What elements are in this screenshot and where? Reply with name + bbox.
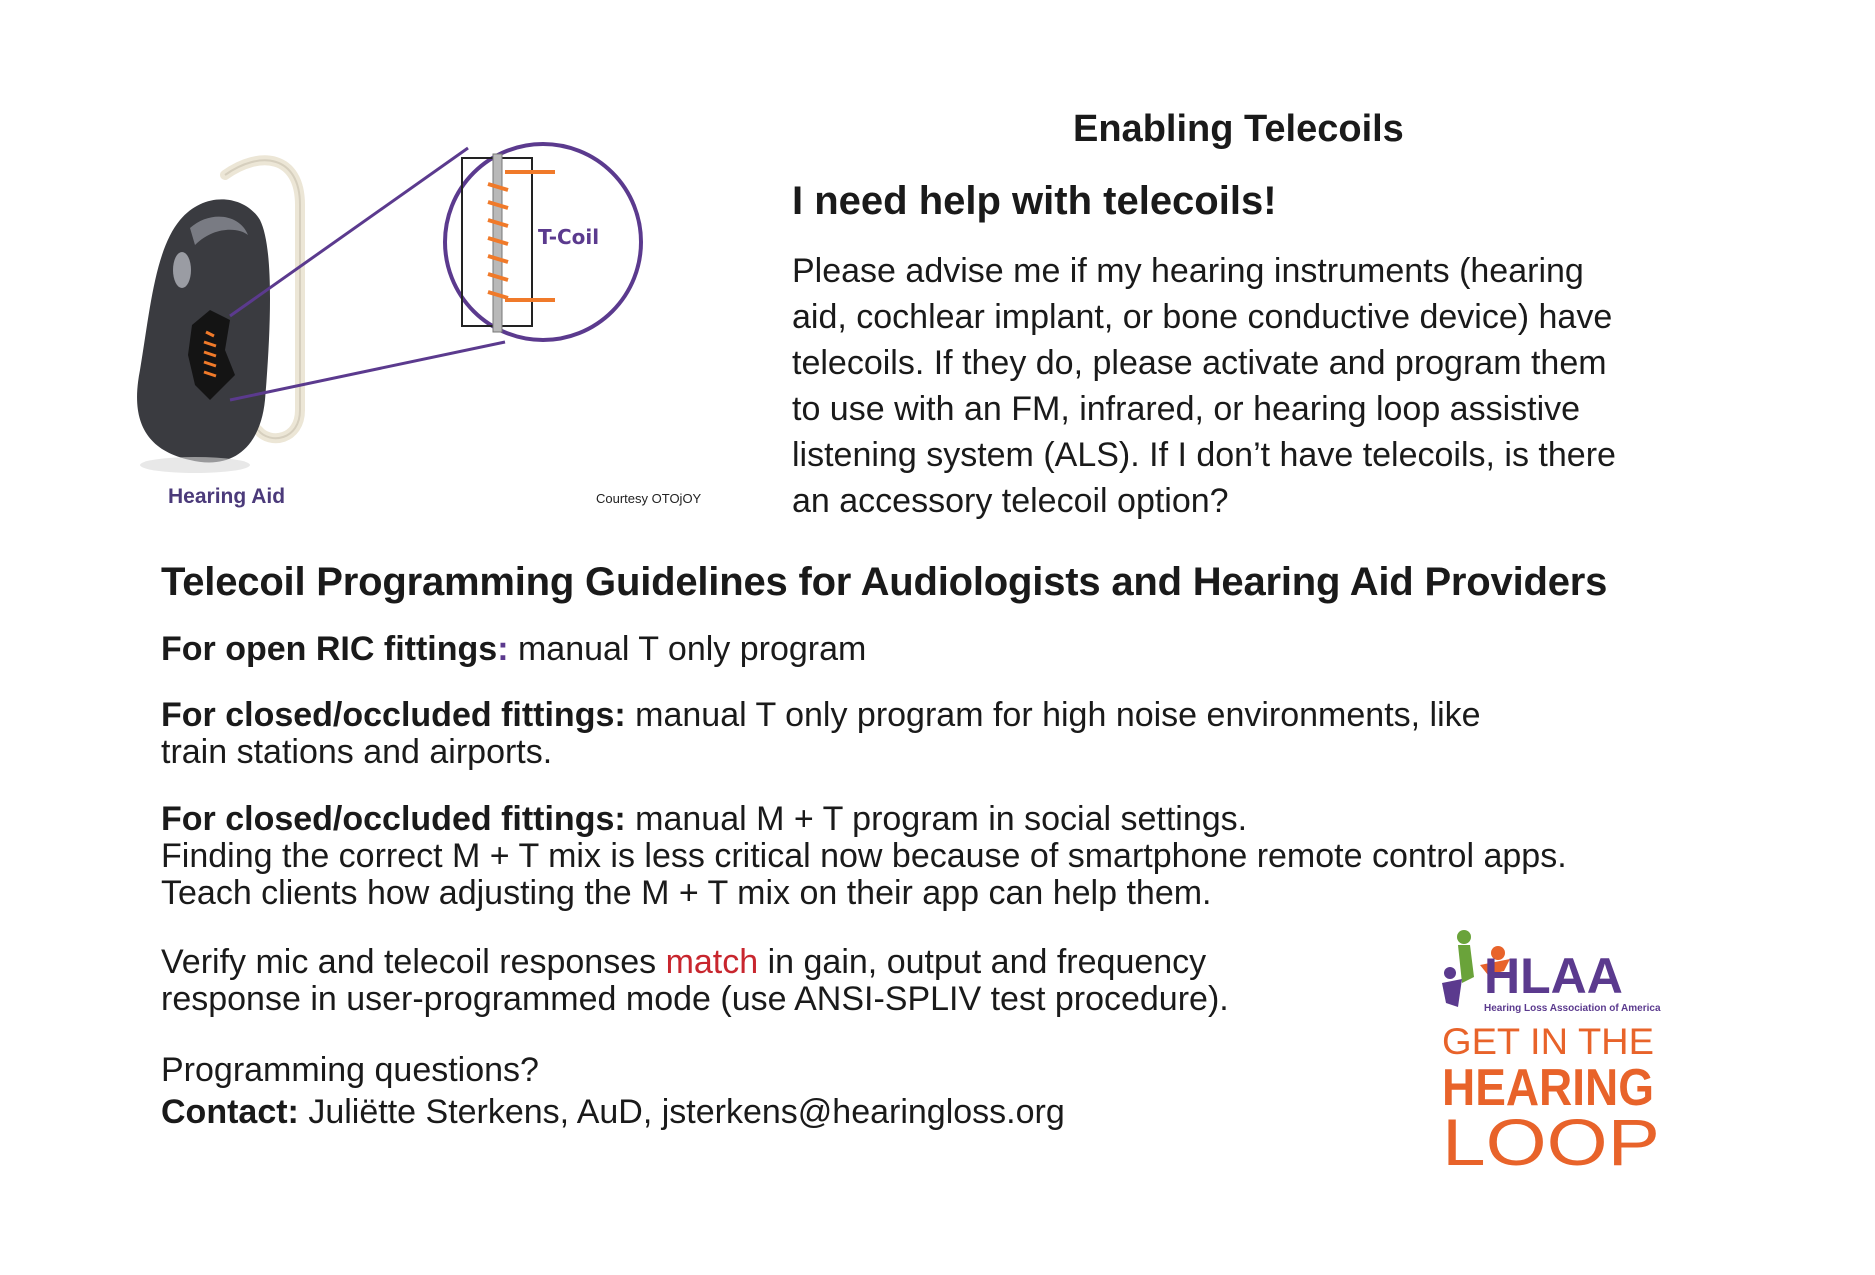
slogan-line-2: HEARING [1442,1059,1654,1117]
slogan-line-3: LOOP [1442,1105,1660,1175]
guideline-text-line: train stations and airports. [161,733,553,771]
help-request-paragraph [792,248,1752,524]
request-line: an accessory telecoil option? [792,482,1229,520]
guideline-text-line: Finding the correct M + T mix is less critical now because of smartphone remote control apps. [161,837,1567,875]
tcoil-label: T-Coil [538,225,600,249]
guideline-text: Verify mic and telecoil responses [161,943,666,981]
guideline-text-line: Teach clients how adjusting the M + T mix on their app can help them. [161,874,1212,912]
guideline-text-line: response in user-programmed mode (use ANSI-SPLIV test procedure). [161,980,1229,1018]
guideline-closed-social [161,801,1721,912]
image-credit: Courtesy OTOjOY [596,491,702,506]
contact-label: Contact: [161,1093,299,1131]
request-line: telecoils. If they do, please activate and program them [792,344,1607,382]
contact-details: Juliëtte Sterkens, AuD, jsterkens@hearingloss.org [298,1093,1065,1131]
guideline-text: in gain, output and frequency [758,943,1207,981]
hlaa-wordmark: HLAA [1484,948,1623,1004]
page-title: Enabling Telecoils [1073,108,1404,150]
guideline-lead: For closed/occluded fittings: [161,800,626,838]
guideline-open-ric [161,631,1721,668]
guideline-lead: For closed/occluded fittings: [161,696,626,734]
request-line: aid, cochlear implant, or bone conductive device) have [792,298,1613,336]
request-line: Please advise me if my hearing instruments (hearing [792,252,1584,290]
page-subtitle: I need help with telecoils! [792,179,1277,223]
hearing-aid-illustration [110,110,730,530]
guideline-text: manual T only program for high noise environments, like [625,696,1481,734]
guideline-lead: For open RIC fittings [161,630,498,668]
hlaa-full-name: Hearing Loss Association of America [1484,1003,1661,1014]
request-line: listening system (ALS). If I don’t have telecoils, is there [792,436,1616,474]
hearing-aid-caption: Hearing Aid [168,485,286,508]
hlaa-logo [1440,925,1710,1175]
guideline-text: manual T only program [508,630,867,668]
request-line: to use with an FM, infrared, or hearing loop assistive [792,390,1581,428]
guideline-colon: : [497,630,509,668]
slogan-line-1: GET IN THE [1442,1021,1654,1062]
guidelines-heading: Telecoil Programming Guidelines for Audiologists and Hearing Aid Providers [161,560,1608,604]
guideline-text: manual M + T program in social settings. [625,800,1248,838]
contact-question: Programming questions? [161,1051,539,1089]
highlight-word: match [665,943,759,981]
guideline-closed-noise [161,697,1721,771]
